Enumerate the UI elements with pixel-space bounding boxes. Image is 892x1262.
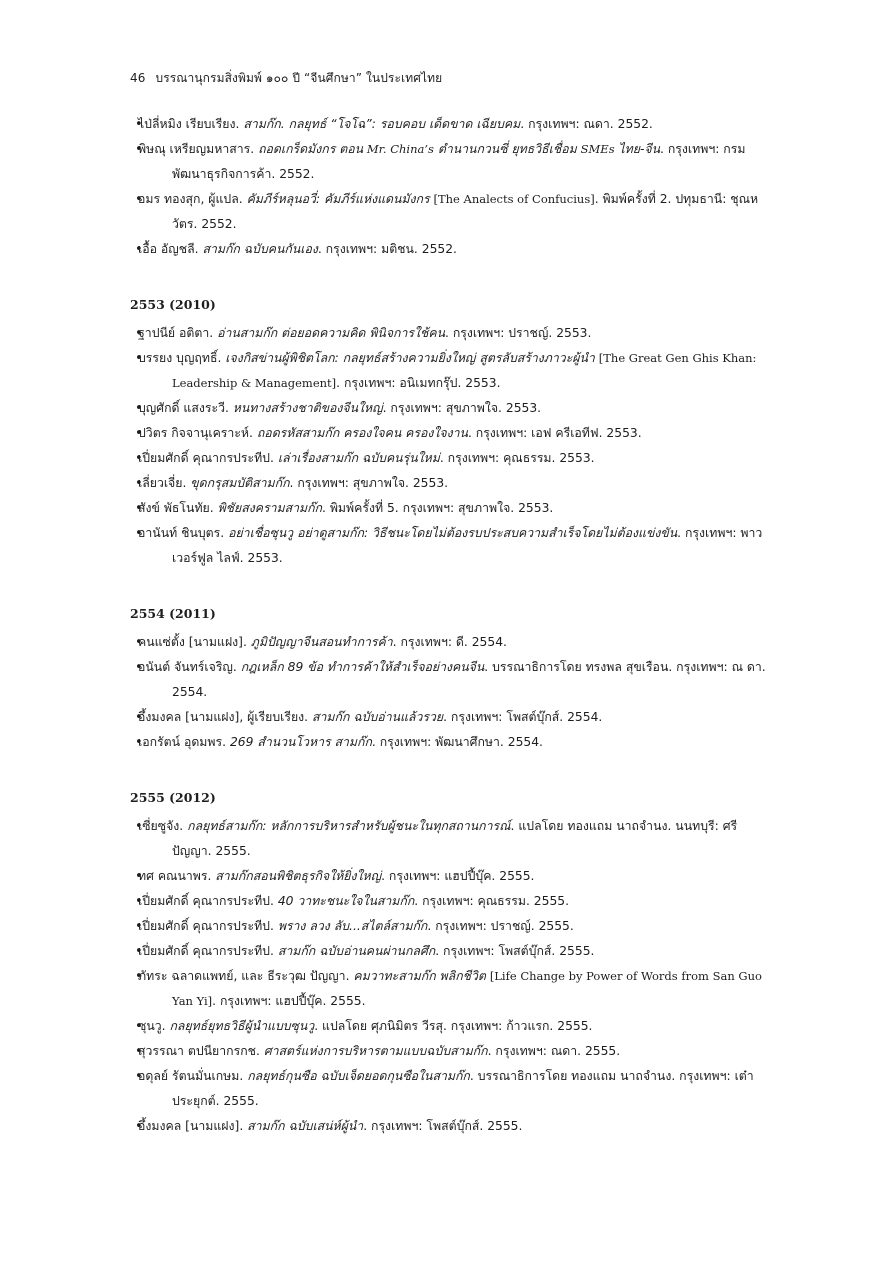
entry-title: กลยุทธ์ยุทธวิธีผู้นำแบบซุนวู [169,1019,315,1033]
entry-title: สามก๊ก ฉบับอ่านแล้วรวย [312,710,444,724]
bibliography-entry [130,705,770,730]
entry-title: อ่านสามก๊ก ต่อยอดความคิด พินิจการใช้คน [217,326,445,340]
entry-title: กฎเหล็ก 89 ข้อ ทำการค้าให้สำเร็จอย่างคนจีน [240,660,485,674]
entry-text: . แปลโดย ศุภนิมิตร วีรสุ. กรุงเทพฯ: ก้าวแรก. 2555. [314,1019,593,1033]
entry-text: . กรุงเทพฯ: ดี. 2554. [392,635,507,649]
bibliography-entry [130,655,770,705]
bibliography-entry [130,346,770,396]
entry-text: อนันต์ จันทร์เจริญ. [138,660,241,674]
entry-title: กลยุทธ์กุนซือ ฉบับเจ็ดยอดกุนซือในสามก๊ก [247,1069,470,1083]
entry-text: สังข์ พัธโนทัย. [138,501,218,515]
bibliography-entry [130,237,770,262]
bibliography-entry [130,1064,770,1114]
bibliography-list [130,112,770,1173]
entry-text: อมร ทองสุก, ผู้แปล. [138,192,247,206]
bibliography-section [130,605,770,755]
entry-text: [Life Change by Power of Words from San Guo Yan Yi] [172,969,762,1008]
entry-title: พราง ลวง ลับ...สไตล์สามก๊ก [277,919,428,933]
entry-title: หนทางสร้างชาติของจีนใหญ่ [232,401,383,415]
entry-text: . กรุงเทพฯ: สุขภาพใจ. 2553. [289,476,449,490]
entry-list [130,112,770,262]
entry-text: [The Great Gen Ghis Khan: Leadership & Management] [172,351,757,390]
entry-text: เซี่ยซูจัง. [138,819,188,833]
bibliography-entry [130,187,770,237]
bibliography-section [130,789,770,1139]
entry-text: อดุลย์ รัตนมั่นเกษม. [138,1069,248,1083]
entry-title: เล่าเรื่องสามก๊ก ฉบับคนรุ่นใหม่ [277,451,440,465]
bibliography-entry [130,864,770,889]
entry-title: ตำนานกวนซี่ ยุทธวิธีเชื่อม [433,142,581,156]
entry-title: ไทย-จีน [614,142,661,156]
bibliography-entry [130,1014,770,1039]
bibliography-section [130,296,770,571]
bibliography-entry [130,137,770,187]
entry-text: . กรุงเทพฯ: โพสต์บุ๊กส์. 2554. [443,710,603,724]
bibliography-entry [130,730,770,755]
entry-text: . กรุงเทพฯ: แฮปปี้บุ๊ค. 2555. [212,994,366,1008]
entry-text: พิษณุ เหรียญมหาสาร. [138,142,259,156]
bibliography-section [130,112,770,262]
entry-title: พิชัยสงครามสามก๊ก [217,501,322,515]
entry-text: . กรุงเทพฯ: แฮปปี้บุ๊ค. 2555. [381,869,535,883]
entry-text: เอื้อ อัญชลี. [138,242,203,256]
bibliography-entry [130,421,770,446]
bibliography-entry [130,521,770,571]
bibliography-entry [130,1114,770,1139]
bibliography-entry [130,889,770,914]
entry-text: [The Analects of Confucius] [433,192,595,206]
bibliography-entry [130,471,770,496]
entry-text: . กรุงเทพฯ: ณดา. 2552. [520,117,653,131]
entry-text: อานันท์ ชินบุตร. [138,526,229,540]
entry-title: SMEs [580,142,615,156]
bibliography-entry [130,112,770,137]
bibliography-entry [130,814,770,864]
entry-text: . บรรณาธิการโดย ทรงพล สุขเรือน. กรุงเทพฯ: ณ ดา. 2554. [172,660,766,699]
year-heading: 2554 (2011) [130,606,216,621]
entry-list [130,630,770,755]
bibliography-entry [130,396,770,421]
entry-text: เปี่ยมศักดิ์ คุณากรประทีป. [138,919,278,933]
entry-text: . พิมพ์ครั้งที่ 2. ปทุมธานี: ชุณหวัตร. 2552. [172,192,759,231]
entry-text: . กรุงเทพฯ: สุขภาพใจ. 2553. [382,401,542,415]
entry-title: อย่าเชื่อซุนวู อย่าดูสามก๊ก: วิธีชนะโดยไม่ต้องรบประสบความสำเร็จโดยไม่ต้องแข่งขัน [228,526,678,540]
entry-text: เปี่ยมศักดิ์ คุณากรประทีป. [138,451,278,465]
bibliography-entry [130,939,770,964]
entry-text: บรรยง บุญฤทธิ์. [138,351,226,365]
entry-title: กลยุทธ์สามก๊ก: หลักการบริหารสำหรับผู้ชนะในทุกสถานการณ์ [187,819,511,833]
bibliography-entry [130,1039,770,1064]
bibliography-entry [130,964,770,1014]
entry-title: สามก๊ก ฉบับเสน่ห์ผู้นำ [247,1119,364,1133]
entry-title: คัมภีร์หลุนอวี่: คัมภีร์แห่งแดนมังกร [246,192,430,206]
entry-text: เลี่ยวเจี่ย. [138,476,191,490]
entry-text: ทศ คณนาพร. [138,869,216,883]
running-header [130,69,442,88]
bibliography-entry [130,446,770,471]
entry-text: เอกรัตน์ อุดมพร. [138,735,230,749]
entry-text: บุญศักดิ์ แสงระวี. [138,401,233,415]
entry-title: ศาสตร์แห่งการบริหารตามแบบฉบับสามก๊ก [263,1044,488,1058]
entry-list [130,814,770,1139]
entry-title: สามก๊ก ฉบับคนกันเอง [202,242,318,256]
entry-title: 269 สำนวนโวหาร สามก๊ก [229,735,372,749]
entry-title: สามก๊ก. กลยุทธ์ “โจโฉ”: รอบคอบ เด็ดขาด เฉียบคม [243,117,521,131]
entry-title: ภูมิปัญญาจีนสอนทำการค้า [250,635,393,649]
entry-text: ไป่ลี่หมิง เรียบเรียง. [138,117,244,131]
entry-title: เจงกิสข่านผู้พิชิตโลก: กลยุทธ์สร้างความยิ่งใหญ่ สูตรลับสร้างภาวะผู้นำ [225,351,595,365]
entry-text: อึ้งมงคล [นามแฝง], ผู้เรียบเรียง. [138,710,312,724]
entry-text: สุวรรณา ตปนียากรกช. [138,1044,264,1058]
entry-text: ปวิตร กิจจานุเคราะห์. [138,426,257,440]
entry-text: ภัทระ ฉลาดแพทย์, และ ธีระวุฒ ปัญญา. [138,969,354,983]
entry-text: . กรุงเทพฯ: เอฟ ครีเอทีฟ. 2553. [467,426,642,440]
entry-text: . กรุงเทพฯ: อนิเมทกรุ๊ป. 2553. [336,376,501,390]
entry-text: เปี่ยมศักดิ์ คุณากรประทีป. [138,894,278,908]
running-title: บรรณานุกรมสิ่งพิมพ์ ๑๐๐ ปี “จีนศึกษา” ในประเทศไทย [155,71,443,85]
entry-title: ถอดเกร็ดมังกร ตอน [258,142,367,156]
entry-text: . กรุงเทพฯ: ปราชญ์. 2555. [427,919,574,933]
entry-title: Mr. China’s [366,142,434,156]
entry-title: ขุดกรุสมบัติสามก๊ก [190,476,290,490]
entry-text: . กรุงเทพฯ: โพสต์บุ๊กส์. 2555. [435,944,595,958]
entry-title: คมวาทะสามก๊ก พลิกชีวิต [353,969,486,983]
entry-text: . แปลโดย ทองแถม นาถจำนง. นนทบุรี: ศรีปัญญา. 2555. [172,819,738,858]
entry-text: . กรุงเทพฯ: โพสต์บุ๊กส์. 2555. [363,1119,523,1133]
entry-text: . กรุงเทพฯ: คุณธรรม. 2553. [439,451,595,465]
entry-text: . กรุงเทพฯ: กรมพัฒนาธุรกิจการค้า. 2552. [172,142,746,181]
entry-text: เปี่ยมศักดิ์ คุณากรประทีป. [138,944,278,958]
entry-text: อึ้งมงคล [นามแฝง]. [138,1119,248,1133]
entry-text: . กรุงเทพฯ: พัฒนาศึกษา. 2554. [371,735,543,749]
bibliography-entry [130,914,770,939]
entry-text: ซุนวู. [138,1019,170,1033]
entry-text: . บรรณาธิการโดย ทองแถม นาถจำนง. กรุงเทพฯ: เต๋าประยุกต์. 2555. [172,1069,754,1108]
bibliography-entry [130,321,770,346]
year-heading: 2553 (2010) [130,297,216,312]
entry-text: ฐาปนีย์ อติตา. [138,326,218,340]
entry-list [130,321,770,571]
entry-title: ถอดรหัสสามก๊ก ครองใจคน ครองใจงาน [256,426,468,440]
entry-text: . กรุงเทพฯ: คุณธรรม. 2555. [414,894,570,908]
entry-text: . พิมพ์ครั้งที่ 5. กรุงเทพฯ: สุขภาพใจ. 2553. [322,501,554,515]
year-heading: 2555 (2012) [130,790,216,805]
entry-text: . กรุงเทพฯ: ณดา. 2555. [487,1044,621,1058]
bibliography-entry [130,630,770,655]
entry-title: 40 วาทะชนะใจในสามก๊ก [277,894,415,908]
page-number: 46 [130,71,146,85]
bibliography-entry [130,496,770,521]
entry-text: . กรุงเทพฯ: ปราชญ์. 2553. [445,326,592,340]
entry-title: สามก๊ก ฉบับอ่านคนผ่านกลศึก [277,944,436,958]
entry-text: . กรุงเทพฯ: มติชน. 2552. [317,242,457,256]
entry-text: คนแซ่ตั้ง [นามแฝง]. [138,635,251,649]
entry-title: สามก๊กสอนพิชิตธุรกิจให้ยิ่งใหญ่ [215,869,382,883]
entry-text: . กรุงเทพฯ: พาวเวอร์ฟูล ไลฟ์. 2553. [172,526,763,565]
